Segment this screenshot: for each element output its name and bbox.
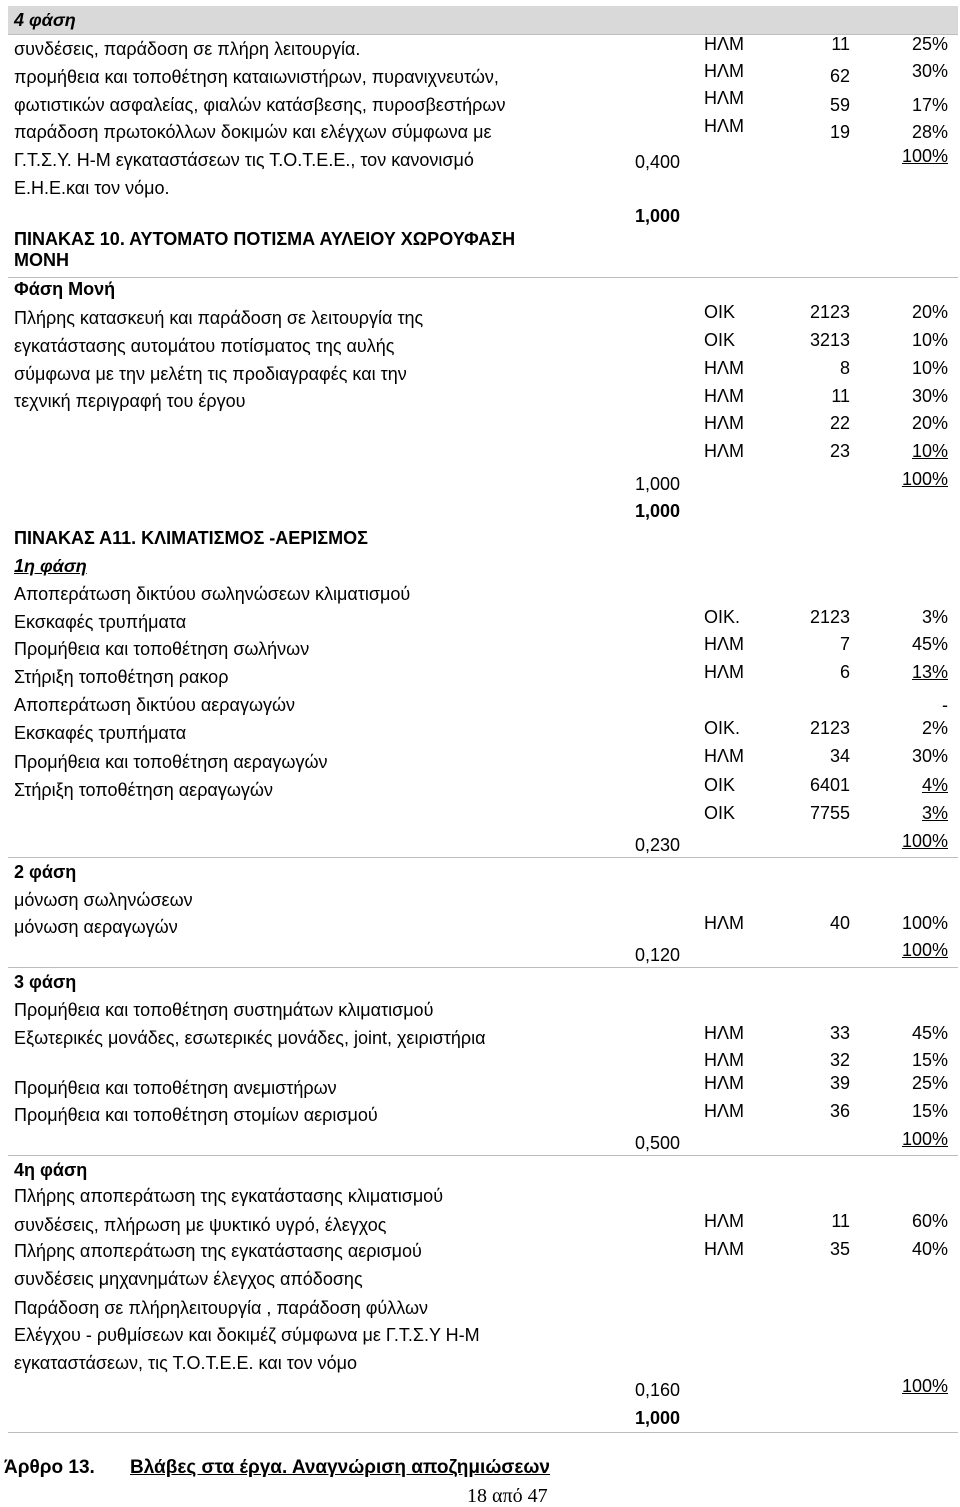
row-code: 22 [829, 413, 850, 433]
row-code: 33 [829, 1023, 850, 1043]
row-pct: 30% [911, 61, 948, 81]
table-sum: 1,000 [634, 1408, 680, 1428]
row-code: 8 [839, 358, 850, 378]
row-unit: ΗΛΜ [704, 88, 745, 108]
row-unit: ΗΛΜ [704, 358, 745, 378]
phase4-desc-line: Γ.Τ.Σ.Υ. Η-Μ εγκαταστάσεων τις Τ.Ο.Τ.Ε.Ε., τον κανονισμό [14, 150, 474, 170]
row-unit: ΗΛΜ [704, 746, 745, 766]
row-code: 34 [829, 746, 850, 766]
row-unit: ΟΙΚ [704, 775, 736, 795]
phase4-desc-line: Ε.Η.Ε.και τον νόμο. [14, 178, 170, 198]
tableA11-phase2-heading: 2 φάση [14, 862, 77, 882]
phase3-line: Προμήθεια και τοποθέτηση συστημάτων κλιματισμού [14, 1000, 434, 1020]
row-pct: 45% [911, 634, 948, 654]
row-unit: ΗΛΜ [704, 441, 745, 461]
row-pct: 4% [921, 775, 948, 795]
row-pct: 60% [911, 1211, 948, 1231]
row-code: 23 [829, 441, 850, 461]
row-unit: ΟΙΚ [704, 803, 736, 823]
phase3-line: Προμήθεια και τοποθέτηση ανεμιστήρων [14, 1078, 337, 1098]
phase-total-pct: 100% [901, 1376, 948, 1396]
row-code: 6 [839, 662, 850, 682]
page-number: 18 από 47 [467, 1485, 548, 1507]
article-label: Άρθρο 13. [4, 1457, 95, 1478]
table10-desc-line: σύμφωνα με την μελέτη τις προδιαγραφές και την [14, 364, 407, 384]
phase3-line: Προμήθεια και τοποθέτηση στομίων αερισμού [14, 1105, 378, 1125]
row-unit: ΟΙΚ [704, 302, 736, 322]
phase4-line: εγκαταστάσεων, τις Τ.Ο.Τ.Ε.Ε. και τον νόμο [14, 1353, 357, 1373]
row-unit: ΗΛΜ [704, 634, 745, 654]
row-pct: 2% [921, 718, 948, 738]
row-pct: 30% [911, 746, 948, 766]
phase1-item: Προμήθεια και τοποθέτηση αεραγωγών [14, 752, 328, 772]
phase-factor: 1,000 [634, 474, 680, 494]
phase-total-pct: 100% [901, 1129, 948, 1149]
phase2-line: μόνωση σωληνώσεων [14, 890, 193, 910]
row-pct: 28% [911, 122, 948, 142]
row-unit: ΗΛΜ [704, 1073, 745, 1093]
row-pct: 10% [911, 358, 948, 378]
phase-factor: 0,160 [634, 1380, 680, 1400]
phase1-line: Αποπεράτωση δικτύου σωληνώσεων κλιματισμού [14, 584, 411, 604]
row-pct: 3% [921, 803, 948, 823]
table10-desc-line: εγκατάστασης αυτομάτου ποτίσματος της αυλής [14, 336, 395, 356]
row-unit: ΟΙΚ. [704, 718, 741, 738]
row-unit: ΗΛΜ [704, 1023, 745, 1043]
row-pct: 20% [911, 413, 948, 433]
phase1-item: Εκσκαφές τρυπήματα [14, 723, 187, 743]
phase4-heading: 4 φάση [14, 10, 76, 30]
row-unit: ΗΛΜ [704, 662, 745, 682]
divider [8, 1432, 958, 1433]
table10-title: ΠΙΝΑΚΑΣ 10. ΑΥΤΟΜΑΤΟ ΠΟΤΙΣΜΑ ΑΥΛΕΙΟΥ ΧΩΡΟΥΦΑΣΗ [14, 229, 516, 249]
row-pct: 15% [911, 1050, 948, 1070]
row-pct: 100% [901, 913, 948, 933]
row-code: 11 [831, 1211, 850, 1231]
row-pct: 45% [911, 1023, 948, 1043]
row-pct: 13% [911, 662, 948, 682]
row-pct: 25% [911, 34, 948, 54]
tableA11-title: ΠΙΝΑΚΑΣ Α11. ΚΛΙΜΑΤΙΣΜΟΣ -ΑΕΡΙΣΜΟΣ [14, 528, 368, 548]
row-code: 36 [829, 1101, 850, 1121]
divider [8, 277, 958, 278]
row-pct: 10% [911, 441, 948, 461]
tableA11-phase1-heading: 1η φάση [14, 556, 87, 576]
row-pct: 20% [911, 302, 948, 322]
row-pct: 15% [911, 1101, 948, 1121]
phase-total-pct: 100% [901, 469, 948, 489]
table10-desc-line: τεχνική περιγραφή του έργου [14, 391, 246, 411]
row-code: 62 [829, 66, 850, 86]
tableA11-phase3-heading: 3 φάση [14, 972, 77, 992]
header-band-phase4 [8, 6, 958, 34]
divider [8, 857, 958, 858]
phase3-line: Εξωτερικές μονάδες, εσωτερικές μονάδες, joint, χειριστήρια [14, 1028, 486, 1048]
phase-factor: 0,120 [634, 945, 680, 965]
table10-phase: Φάση Μονή [14, 279, 116, 299]
phase1-item: Στήριξη τοποθέτηση ρακορ [14, 667, 229, 687]
row-pct: 40% [911, 1239, 948, 1259]
table-sum: 1,000 [634, 501, 680, 521]
phase-total-pct: 100% [901, 831, 948, 851]
table10-title-cont: ΜΟΝΗ [14, 250, 69, 270]
row-unit: ΗΛΜ [704, 413, 745, 433]
phase4-line: συνδέσεις, πλήρωση με ψυκτικό υγρό, έλεγχος [14, 1215, 387, 1235]
phase4-desc-line: συνδέσεις, παράδοση σε πλήρη λειτουργία. [14, 39, 361, 59]
row-code: 32 [829, 1050, 850, 1070]
phase1-item: Εκσκαφές τρυπήματα [14, 612, 187, 632]
row-unit: ΗΛΜ [704, 1239, 745, 1259]
row-unit: ΟΙΚ [704, 330, 736, 350]
row-code: 7755 [809, 803, 850, 823]
row-code: 2123 [809, 607, 850, 627]
divider [8, 1155, 958, 1156]
row-code: 11 [831, 386, 850, 406]
divider [8, 967, 958, 968]
phase4-line: Ελέγχου - ρυθμίσεων και δοκιμέζ σύμφωνα με Γ.Τ.Σ.Υ Η-Μ [14, 1325, 480, 1345]
row-unit: ΟΙΚ. [704, 607, 741, 627]
row-code: 2123 [809, 718, 850, 738]
row-code: 3213 [809, 330, 850, 350]
phase4-desc-line: παράδοση πρωτοκόλλων δοκιμών και ελέγχων σύμφωνα με [14, 122, 492, 142]
row-unit: ΗΛΜ [704, 1211, 745, 1231]
phase1-item: Προμήθεια και τοποθέτηση σωλήνων [14, 639, 310, 659]
row-unit: ΗΛΜ [704, 116, 745, 136]
phase4-line: συνδέσεις μηχανημάτων έλεγχος απόδοσης [14, 1269, 363, 1289]
tableA11-phase4-heading: 4η φάση [14, 1160, 88, 1180]
phase-total-pct: 100% [901, 146, 948, 166]
phase4-line: Πλήρης αποπεράτωση της εγκατάστασης αερισμού [14, 1241, 422, 1261]
row-code: 40 [829, 913, 850, 933]
row-code: 7 [839, 634, 850, 654]
row-pct: 17% [911, 95, 948, 115]
row-code: 6401 [809, 775, 850, 795]
table-sum: 1,000 [634, 206, 680, 226]
row-pct: 10% [911, 330, 948, 350]
phase2-line: μόνωση αεραγωγών [14, 917, 178, 937]
phase-factor: 0,230 [634, 835, 680, 855]
row-code: 11 [831, 34, 850, 54]
phase1-item: Στήριξη τοποθέτηση αεραγωγών [14, 780, 273, 800]
phase-factor: 0,400 [634, 152, 680, 172]
phase-factor: 0,500 [634, 1133, 680, 1153]
row-code: 19 [829, 122, 850, 142]
phase4-desc-line: φωτιστικών ασφαλείας, φιαλών κατάσβεσης, πυροσβεστήρων [14, 95, 506, 115]
row-code: 35 [829, 1239, 850, 1259]
table10-desc-line: Πλήρης κατασκευή και παράδοση σε λειτουργία της [14, 308, 424, 328]
row-unit: ΗΛΜ [704, 1101, 745, 1121]
row-unit: ΗΛΜ [704, 61, 745, 81]
row-unit: ΗΛΜ [704, 913, 745, 933]
row-code: 39 [829, 1073, 850, 1093]
row-pct: 3% [921, 607, 948, 627]
phase4-line: Παράδοση σε πλήρηλειτουργία , παράδοση φύλλων [14, 1298, 429, 1318]
row-unit: ΗΛΜ [704, 1050, 745, 1070]
row-unit: ΗΛΜ [704, 34, 745, 54]
phase1-line: Αποπεράτωση δικτύου αεραγωγών [14, 695, 296, 715]
row-code: 59 [829, 95, 850, 115]
row-unit: ΗΛΜ [704, 386, 745, 406]
row-code: 2123 [809, 302, 850, 322]
phase-total-pct: 100% [901, 940, 948, 960]
article-title: Βλάβες στα έργα. Αναγνώριση αποζημιώσεων [130, 1457, 550, 1478]
row-pct: 25% [911, 1073, 948, 1093]
phase4-desc-line: προμήθεια και τοποθέτηση καταιωνιστήρων, πυρανιχνευτών, [14, 67, 499, 87]
row-dash: - [942, 695, 948, 715]
phase4-line: Πλήρης αποπεράτωση της εγκατάστασης κλιματισμού [14, 1186, 444, 1206]
row-pct: 30% [911, 386, 948, 406]
